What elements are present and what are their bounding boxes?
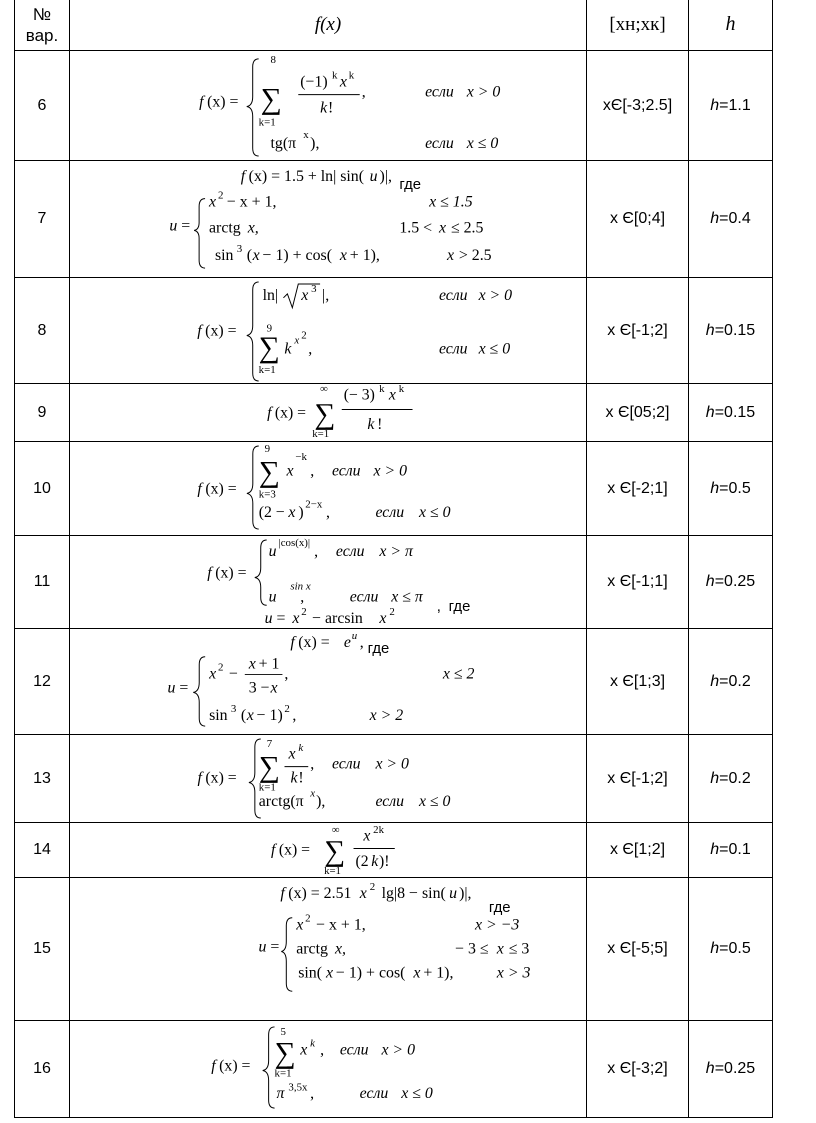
svg-text:x: x <box>339 73 347 91</box>
table-row <box>15 384 773 442</box>
svg-text:(: ( <box>240 707 247 725</box>
svg-text:2: 2 <box>301 329 307 342</box>
svg-text:k: k <box>298 741 304 754</box>
svg-text:|,: |, <box>322 286 330 304</box>
svg-text:если: если <box>339 1041 369 1059</box>
svg-text:2−x: 2−x <box>305 498 323 511</box>
variant-number: 8 <box>15 278 70 384</box>
svg-text:− 1): − 1) <box>256 707 283 725</box>
svg-text:+ 1),: + 1), <box>349 247 380 265</box>
svg-text:> 2.5: > 2.5 <box>458 247 492 265</box>
step-value: =0.5 <box>719 940 751 957</box>
svg-text:если: если <box>335 542 365 560</box>
svg-text:1.5 <: 1.5 < <box>399 219 433 237</box>
svg-text:x: x <box>288 745 296 763</box>
step-label: h <box>705 573 715 590</box>
step-value: =0.25 <box>714 573 756 590</box>
step-label: h <box>710 940 720 957</box>
svg-text:x: x <box>303 129 309 142</box>
formula-10 <box>70 442 587 535</box>
svg-text:f: f <box>197 769 202 787</box>
svg-text:f: f <box>197 480 202 498</box>
svg-text:∑: ∑ <box>274 1037 296 1070</box>
function-formula <box>70 51 587 161</box>
svg-text:где: где <box>488 899 511 916</box>
svg-text:x: x <box>301 286 309 304</box>
svg-text:u: u <box>264 610 273 628</box>
table-row <box>15 878 773 1021</box>
step-value: =0.25 <box>714 1060 756 1077</box>
formula-7 <box>70 161 587 277</box>
variant-number: 16 <box>15 1021 70 1118</box>
svg-text:x > 2: x > 2 <box>369 707 404 725</box>
formula-13 <box>70 735 587 822</box>
function-formula <box>70 442 587 536</box>
svg-text:≤ 2.5: ≤ 2.5 <box>450 219 484 237</box>
svg-text:x: x <box>288 504 296 522</box>
svg-text:если: если <box>438 286 468 304</box>
svg-text:2: 2 <box>284 703 290 716</box>
step-cell <box>689 1021 773 1118</box>
svg-text:f: f <box>207 564 212 582</box>
formula-8 <box>70 278 587 383</box>
function-formula <box>70 536 587 629</box>
svg-text:u: u <box>169 217 178 235</box>
svg-text:≤ 3: ≤ 3 <box>508 940 530 958</box>
svg-text:u: u <box>369 167 378 185</box>
formula-16 <box>70 1021 587 1117</box>
svg-text:где: где <box>367 640 390 657</box>
svg-text:!: ! <box>328 99 334 117</box>
svg-text:x: x <box>413 964 421 982</box>
svg-text:(− 3): (− 3) <box>343 386 375 404</box>
svg-text:8: 8 <box>270 53 276 66</box>
svg-text:u: u <box>351 629 358 642</box>
svg-text:,: , <box>308 340 313 358</box>
svg-text:− 1) + cos(: − 1) + cos( <box>335 964 406 982</box>
svg-text:(x) =: (x) = <box>274 404 307 422</box>
svg-text:ln|: ln| <box>262 286 279 304</box>
svg-text:x: x <box>379 610 387 628</box>
svg-text:f: f <box>197 322 202 340</box>
svg-text:∑: ∑ <box>258 456 280 489</box>
svg-text:x ≤ 0: x ≤ 0 <box>466 135 499 153</box>
svg-text:k: k <box>371 853 379 871</box>
function-formula <box>70 823 587 878</box>
step-label: h <box>710 672 720 690</box>
svg-text:,: , <box>359 633 364 651</box>
variant-number: 12 <box>15 629 70 735</box>
svg-text:(2 −: (2 − <box>258 504 285 522</box>
svg-text:f: f <box>290 633 295 651</box>
step-cell <box>689 384 773 442</box>
svg-text:(x) = 2.51: (x) = 2.51 <box>288 884 352 902</box>
svg-text:x: x <box>209 665 217 683</box>
svg-text:если: если <box>331 462 361 480</box>
svg-text:7: 7 <box>266 737 273 750</box>
table-row <box>15 629 773 735</box>
svg-text:x: x <box>446 247 455 265</box>
range-cell: x Є[0;4] <box>587 161 689 278</box>
function-formula <box>70 1021 587 1118</box>
svg-text:!: ! <box>377 416 383 434</box>
svg-text:2: 2 <box>305 912 311 925</box>
svg-text:k: k <box>331 69 338 82</box>
svg-text:k=1: k=1 <box>258 116 276 129</box>
table-row <box>15 442 773 536</box>
svg-text:x,: x, <box>334 940 346 958</box>
range-cell: x Є[05;2] <box>587 384 689 442</box>
svg-text:k=1: k=1 <box>258 781 276 794</box>
svg-text:∑: ∑ <box>258 332 280 365</box>
step-cell <box>689 536 773 629</box>
variant-number: 14 <box>15 823 70 878</box>
svg-text:x: x <box>439 219 447 237</box>
svg-text:,: , <box>300 588 305 606</box>
range-cell: x Є[-1;2] <box>587 735 689 823</box>
svg-text:x ≤ 1.5: x ≤ 1.5 <box>429 193 473 211</box>
step-value: =0.4 <box>719 210 751 227</box>
svg-text:x ≤ 0: x ≤ 0 <box>478 340 511 358</box>
function-formula <box>70 161 587 278</box>
svg-text:∞: ∞ <box>331 823 340 836</box>
svg-text:=: = <box>276 610 286 628</box>
svg-text:если: если <box>425 135 454 153</box>
svg-text:(x) =: (x) = <box>207 93 239 111</box>
svg-text:x > 0: x > 0 <box>375 755 409 773</box>
svg-text:x: x <box>339 247 347 265</box>
svg-text:f: f <box>280 884 285 902</box>
variants-table <box>14 0 773 1118</box>
step-cell <box>689 161 773 278</box>
svg-text:x > 0: x > 0 <box>478 286 513 304</box>
svg-text:(x) =: (x) = <box>215 564 247 582</box>
svg-text:x: x <box>252 247 260 265</box>
svg-text:x > 0: x > 0 <box>373 462 408 480</box>
range-cell: x Є[1;3] <box>587 629 689 735</box>
svg-text:k: k <box>398 384 405 395</box>
step-value: =0.1 <box>719 841 751 858</box>
svg-text:u: u <box>449 884 458 902</box>
svg-text:5: 5 <box>280 1025 286 1038</box>
svg-text:k: k <box>348 69 355 82</box>
table-row <box>15 51 773 161</box>
svg-text:f: f <box>199 93 204 111</box>
svg-text:e: e <box>343 633 351 651</box>
formula-11 <box>70 536 587 628</box>
header-step: h <box>689 0 773 51</box>
svg-text:): ) <box>298 504 304 522</box>
svg-text:x > −3: x > −3 <box>474 916 520 934</box>
svg-text:x > π: x > π <box>379 542 413 560</box>
svg-text:,: , <box>436 599 441 616</box>
svg-text:если: если <box>438 340 468 358</box>
svg-text:− x + 1,: − x + 1, <box>226 193 277 211</box>
step-cell <box>689 51 773 161</box>
svg-text:3 −: 3 − <box>248 679 270 697</box>
svg-text:x: x <box>388 386 396 404</box>
range-cell: x Є[-5;5] <box>587 878 689 1021</box>
svg-text:3: 3 <box>230 703 237 716</box>
svg-text:π: π <box>276 1085 285 1103</box>
svg-text:k=1: k=1 <box>324 865 341 877</box>
svg-text:sin x: sin x <box>290 580 311 593</box>
svg-text:(x) =: (x) = <box>298 633 330 651</box>
svg-text:− 3 ≤: − 3 ≤ <box>455 940 489 958</box>
svg-text:x: x <box>300 1041 308 1059</box>
svg-text:k=1: k=1 <box>312 428 330 441</box>
svg-text:x ≤ 2: x ≤ 2 <box>442 665 475 683</box>
svg-text:sin(: sin( <box>298 964 323 982</box>
svg-text:если: если <box>375 504 405 522</box>
svg-text:sin: sin <box>214 247 234 265</box>
step-cell <box>689 278 773 384</box>
variant-number: 9 <box>15 384 70 442</box>
svg-text:lg|8 − sin(: lg|8 − sin( <box>381 884 446 902</box>
svg-text:u: u <box>258 938 267 956</box>
step-cell <box>689 442 773 536</box>
svg-text:если: если <box>359 1085 389 1103</box>
svg-text:k: k <box>367 416 375 434</box>
svg-text:2k: 2k <box>373 823 384 836</box>
svg-text:k=1: k=1 <box>258 364 276 377</box>
svg-text:(−1): (−1) <box>300 73 328 91</box>
svg-text:если: если <box>375 793 405 811</box>
svg-text:x: x <box>326 964 334 982</box>
step-value: =0.5 <box>719 479 751 497</box>
variant-number: 10 <box>15 442 70 536</box>
svg-text:,: , <box>314 542 319 560</box>
svg-text:если: если <box>349 588 379 606</box>
svg-text:),: ), <box>310 135 320 153</box>
svg-text:x > 3: x > 3 <box>496 964 531 982</box>
table-row <box>15 823 773 878</box>
svg-text:(x) =: (x) = <box>278 841 310 859</box>
svg-text:,: , <box>284 665 289 683</box>
range-cell: x Є[1;2] <box>587 823 689 878</box>
svg-text:,: , <box>326 504 330 522</box>
svg-text:k: k <box>290 769 298 787</box>
svg-text:sin: sin <box>209 707 228 725</box>
step-label: h <box>710 479 720 497</box>
range-cell: x Є[-3;2] <box>587 1021 689 1118</box>
svg-text:,: , <box>320 1041 325 1059</box>
step-value: =0.2 <box>719 769 751 787</box>
variant-number: 15 <box>15 878 70 1021</box>
svg-text:u: u <box>268 588 277 606</box>
svg-text:x: x <box>496 940 504 958</box>
variant-number: 13 <box>15 735 70 823</box>
svg-text:x: x <box>359 884 367 902</box>
svg-text:−: − <box>228 665 238 683</box>
svg-text:!: ! <box>298 769 304 787</box>
svg-text:(x) =: (x) = <box>205 322 237 340</box>
svg-text:x: x <box>296 916 304 934</box>
range-cell: xЄ[-3;2.5] <box>587 51 689 161</box>
step-value: =0.2 <box>719 672 751 690</box>
svg-text:,: , <box>361 83 366 101</box>
svg-text:x ≤ 0: x ≤ 0 <box>419 504 451 522</box>
svg-text:3: 3 <box>311 282 317 295</box>
svg-text:∞: ∞ <box>320 384 328 395</box>
step-value: =0.15 <box>714 403 756 421</box>
step-cell <box>689 735 773 823</box>
svg-text:∑: ∑ <box>258 751 280 784</box>
svg-text:(2: (2 <box>355 853 369 871</box>
svg-text:x: x <box>310 787 316 800</box>
svg-text:,: , <box>310 755 315 773</box>
header-function: f(x) <box>70 0 587 51</box>
svg-text:x: x <box>286 462 294 480</box>
svg-text:∑: ∑ <box>314 398 336 431</box>
svg-text:)|,: )|, <box>459 884 472 902</box>
step-cell <box>689 823 773 878</box>
step-label: h <box>710 210 720 227</box>
range-cell: x Є[-2;1] <box>587 442 689 536</box>
function-formula <box>70 384 587 442</box>
header-row <box>15 0 773 51</box>
svg-text:9: 9 <box>266 322 273 335</box>
svg-text:x: x <box>246 707 254 725</box>
svg-text:f: f <box>267 404 272 422</box>
svg-text:u: u <box>268 542 277 560</box>
svg-text:2: 2 <box>369 880 376 893</box>
svg-text:=: = <box>181 217 191 235</box>
header-variant-number: № вар. <box>15 0 70 51</box>
function-formula <box>70 735 587 823</box>
step-label: h <box>710 769 720 787</box>
svg-text:(x) =: (x) = <box>205 480 237 498</box>
svg-text:− x + 1,: − x + 1, <box>316 916 366 934</box>
svg-text:2: 2 <box>389 606 395 619</box>
svg-text:k: k <box>320 99 328 117</box>
svg-text:|cos(x)|: |cos(x)| <box>278 536 311 549</box>
svg-text:x,: x, <box>247 219 259 237</box>
svg-text:=: = <box>179 679 189 697</box>
svg-text:9: 9 <box>264 442 271 455</box>
svg-text:=: = <box>270 938 280 956</box>
svg-text:2: 2 <box>301 606 307 619</box>
svg-text:f: f <box>211 1057 216 1075</box>
step-label: h <box>705 321 715 339</box>
step-label: h <box>710 96 720 114</box>
svg-text:где: где <box>448 599 471 616</box>
svg-text:(x) =: (x) = <box>219 1057 251 1075</box>
svg-text:,: , <box>310 462 315 480</box>
svg-text:k=1: k=1 <box>274 1067 292 1080</box>
svg-text:∑: ∑ <box>324 835 346 868</box>
svg-text:,: , <box>292 707 297 725</box>
formula-12 <box>70 629 587 734</box>
svg-text:если: если <box>425 83 454 101</box>
svg-text:если: если <box>331 755 361 773</box>
step-cell <box>689 629 773 735</box>
svg-text:k: k <box>310 1037 316 1050</box>
svg-text:x ≤ π: x ≤ π <box>391 588 423 606</box>
header-range: [xн;xк] <box>587 0 689 51</box>
svg-text:)|,: )|, <box>379 167 392 185</box>
svg-text:x: x <box>209 193 217 211</box>
svg-text:(: ( <box>246 247 253 265</box>
variant-number: 11 <box>15 536 70 629</box>
formula-15 <box>70 878 587 1020</box>
table-row <box>15 1021 773 1118</box>
function-formula <box>70 278 587 384</box>
variant-number: 6 <box>15 51 70 161</box>
function-formula <box>70 629 587 735</box>
svg-text:x: x <box>270 679 278 697</box>
svg-text:x: x <box>292 610 300 628</box>
svg-text:3,5x: 3,5x <box>288 1081 308 1094</box>
svg-text:x: x <box>294 334 300 347</box>
svg-text:+ 1: + 1 <box>258 655 280 673</box>
svg-text:− arcsin: − arcsin <box>312 610 363 628</box>
svg-text:∑: ∑ <box>260 83 282 116</box>
range-cell: x Є[-1;1] <box>587 536 689 629</box>
table-row <box>15 536 773 629</box>
svg-text:− 1) + cos(: − 1) + cos( <box>262 247 332 265</box>
svg-text:x: x <box>248 655 256 673</box>
table-row <box>15 735 773 823</box>
svg-text:,: , <box>310 1085 315 1103</box>
svg-text:k=3: k=3 <box>258 488 276 501</box>
svg-text:arctg: arctg <box>296 940 328 958</box>
svg-text:3: 3 <box>236 243 243 256</box>
svg-text:f: f <box>271 841 276 859</box>
svg-text:x ≤ 0: x ≤ 0 <box>401 1085 433 1103</box>
svg-text:u: u <box>167 679 176 697</box>
svg-text:(x) =: (x) = <box>205 769 237 787</box>
svg-text:2: 2 <box>218 661 224 674</box>
variant-number: 7 <box>15 161 70 278</box>
formula-9 <box>70 384 587 441</box>
svg-text:k: k <box>379 384 385 395</box>
step-label: h <box>705 403 715 421</box>
svg-text:k: k <box>284 340 292 358</box>
step-label: h <box>705 1060 715 1077</box>
svg-text:+ 1),: + 1), <box>423 964 454 982</box>
svg-text:−k: −k <box>295 450 307 463</box>
step-label: h <box>710 841 720 858</box>
svg-text:x > 0: x > 0 <box>381 1041 415 1059</box>
svg-text:arctg(π: arctg(π <box>258 793 304 811</box>
function-formula <box>70 878 587 1021</box>
svg-text:tg(π: tg(π <box>270 135 297 153</box>
svg-text:x: x <box>363 827 371 845</box>
range-cell: x Є[-1;2] <box>587 278 689 384</box>
table-row <box>15 278 773 384</box>
svg-text:2: 2 <box>217 189 224 202</box>
table-row <box>15 161 773 278</box>
svg-text:(x) = 1.5 + ln| sin(: (x) = 1.5 + ln| sin( <box>248 167 365 185</box>
step-value: =0.15 <box>714 321 756 339</box>
svg-text:x > 0: x > 0 <box>466 83 501 101</box>
svg-text:)!: )! <box>379 853 390 871</box>
step-value: =1.1 <box>719 96 751 114</box>
svg-text:arctg: arctg <box>209 219 241 237</box>
step-cell <box>689 878 773 1021</box>
formula-14 <box>70 823 587 877</box>
svg-text:f: f <box>240 167 246 185</box>
svg-text:где: где <box>399 176 422 193</box>
formula-6 <box>70 51 587 160</box>
svg-text:x ≤ 0: x ≤ 0 <box>418 793 451 811</box>
svg-text:),: ), <box>316 793 326 811</box>
